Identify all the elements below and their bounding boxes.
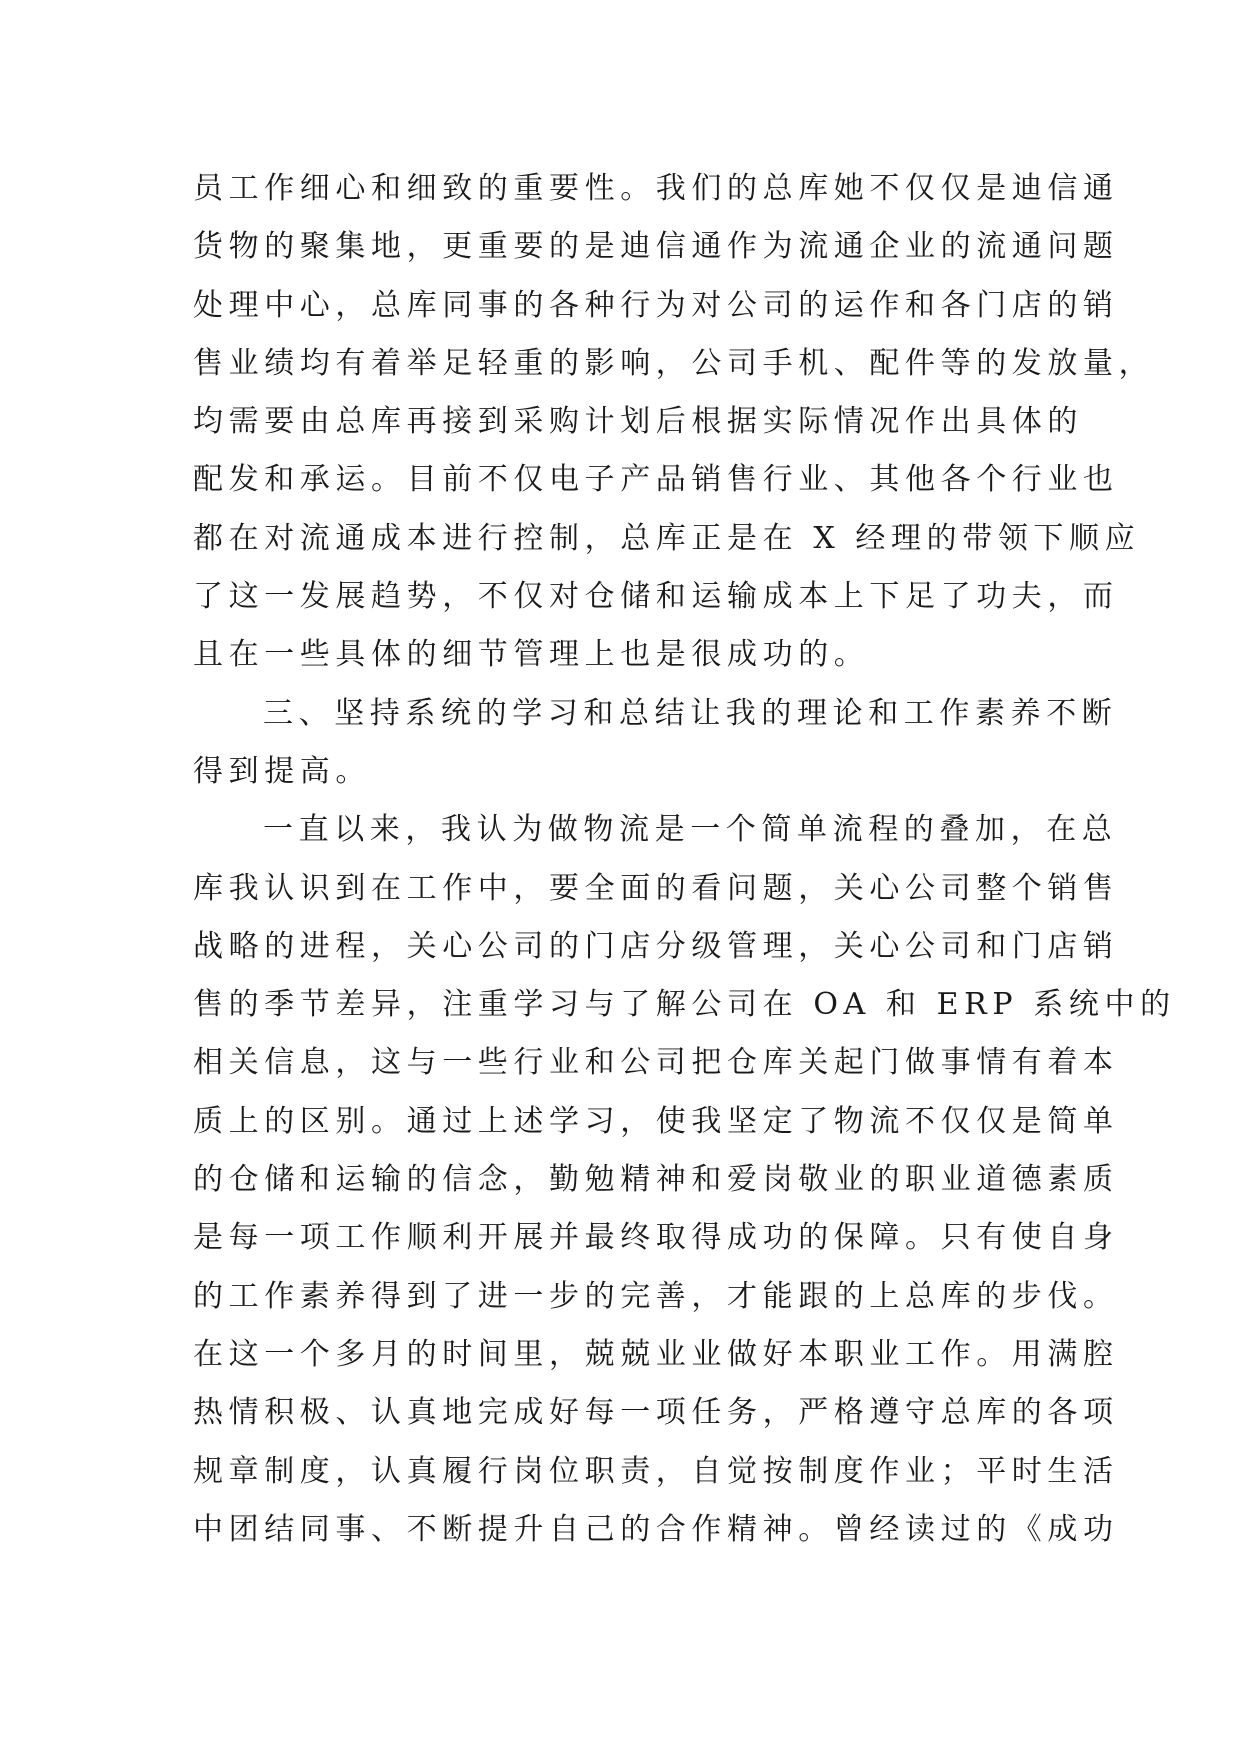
text-line: 的仓储和运输的信念，勤勉精神和爱岗敬业的职业道德素质 bbox=[193, 1162, 1119, 1198]
text-line: 库我认识到在工作中，要全面的看问题，关心公司整个销售 bbox=[193, 870, 1119, 906]
paragraph-start: 一直以来，我认为做物流是一个简单流程的叠加，在总 bbox=[263, 812, 1118, 848]
text-line: 均需要由总库再接到采购计划后根据实际情况作出具体的 bbox=[193, 404, 1083, 440]
text-line: 战略的进程，关心公司的门店分级管理，关心公司和门店销 bbox=[193, 928, 1119, 964]
text-line: 且在一些具体的细节管理上也是很成功的。 bbox=[193, 637, 870, 673]
text-line: 配发和承运。目前不仅电子产品销售行业、其他各个行业也 bbox=[193, 462, 1119, 498]
text-line: 的工作素养得到了进一步的完善，才能跟的上总库的步伐。 bbox=[193, 1278, 1119, 1314]
text-line: 规章制度，认真履行岗位职责，自觉按制度作业；平时生活 bbox=[193, 1453, 1119, 1489]
text-line: 是每一项工作顺利开展并最终取得成功的保障。只有使自身 bbox=[193, 1220, 1119, 1256]
text-line: 中团结同事、不断提升自己的合作精神。曾经读过的《成功 bbox=[193, 1511, 1119, 1547]
text-line: 都在对流通成本进行控制，总库正是在 X 经理的带领下顺应 bbox=[193, 520, 1141, 556]
text-line: 员工作细心和细致的重要性。我们的总库她不仅仅是迪信通 bbox=[193, 171, 1119, 206]
body-text bbox=[193, 160, 1176, 1559]
text-line: 售业绩均有着举足轻重的影响，公司手机、配件等的发放量， bbox=[193, 345, 1155, 381]
text-line: 货物的聚集地，更重要的是迪信通作为流通企业的流通问题 bbox=[193, 229, 1119, 265]
text-line: 质上的区别。通过上述学习，使我坚定了物流不仅仅是简单 bbox=[193, 1103, 1119, 1139]
text-line: 相关信息，这与一些行业和公司把仓库关起门做事情有着本 bbox=[193, 1045, 1119, 1081]
text-line: 了这一发展趋势，不仅对仓储和运输成本上下足了功夫，而 bbox=[193, 579, 1119, 615]
text-line: 处理中心，总库同事的各种行为对公司的运作和各门店的销 bbox=[193, 287, 1119, 323]
text-line: 在这一个多月的时间里，兢兢业业做好本职业工作。用满腔 bbox=[193, 1336, 1119, 1372]
text-line: 热情积极、认真地完成好每一项任务，严格遵守总库的各项 bbox=[193, 1395, 1119, 1431]
section-heading: 三、坚持系统的学习和总结让我的理论和工作素养不断 bbox=[263, 695, 1118, 731]
text-line: 售的季节差异，注重学习与了解公司在 OA 和 ERP 系统中的 bbox=[193, 987, 1176, 1023]
text-line: 得到提高。 bbox=[193, 753, 371, 789]
